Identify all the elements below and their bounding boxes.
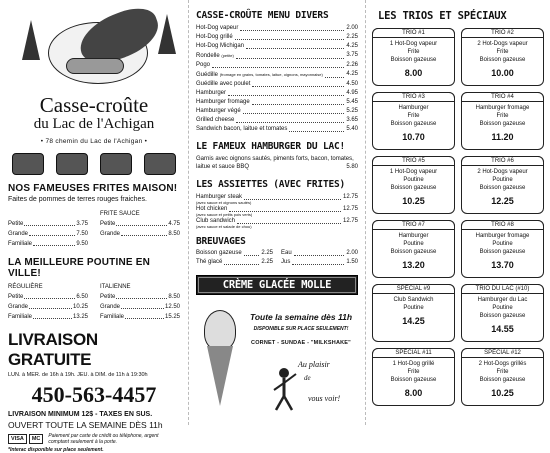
item-note: (avec sauce et petits pois verts) [196, 212, 253, 217]
item-price: 4.50 [346, 81, 358, 87]
trio-line: Frite [496, 49, 509, 55]
menu-item-row [196, 70, 358, 80]
trio-line: 1 Hot-Dog vapeur [389, 41, 438, 47]
trio-line: Boisson gazeuse [479, 313, 526, 319]
divers-title: CASSE-CROÛTE MENU DIVERS [196, 10, 329, 21]
item-price: 5.25 [346, 108, 358, 114]
au-plaisir-graphic [268, 360, 358, 418]
trio-line: Hamburger fromage [475, 105, 530, 111]
item-name: Hamburger [196, 90, 227, 96]
creme-info [244, 312, 358, 346]
item-price: 2.26 [346, 62, 358, 68]
trio-price: 13.20 [402, 260, 425, 270]
frites-plain-list [8, 209, 88, 249]
poutine-italian-header: ITALIENNE [100, 284, 131, 290]
trio-line: Hamburger [398, 233, 429, 239]
frites-sauce-list [100, 209, 180, 249]
trio-box [372, 92, 455, 150]
mastercard-icon: MC [29, 434, 44, 444]
menu-item-row [196, 80, 358, 89]
trio-box [461, 92, 544, 150]
trio-line: Poutine [403, 177, 424, 183]
trio-label: TRIO #5 [372, 156, 455, 166]
restaurant-subname: du Lac de l'Achigan [33, 116, 155, 132]
trio-price: 14.55 [491, 324, 514, 334]
price-row: Petite 8.50 [100, 294, 180, 300]
trio-label: TRIO #2 [461, 28, 544, 38]
price-row: Familiale 15.25 [100, 314, 180, 320]
visa-card-icon: VISA [8, 434, 27, 444]
trio-label: TRIO DU LAC (#10) [461, 284, 544, 294]
phone-number[interactable]: 450-563-4457 [31, 382, 157, 407]
assiettes-list [196, 193, 358, 229]
payment-info [8, 433, 180, 445]
trio-price: 10.00 [491, 68, 514, 78]
breuvages-list [196, 249, 358, 267]
frites-prices [8, 209, 180, 249]
creme-glacee-banner: CRÈME GLACÉE MOLLE [196, 275, 358, 295]
divers-list [196, 24, 358, 134]
menu-item-row [196, 61, 358, 70]
item-price: 5.45 [346, 99, 358, 105]
poutine-prices [8, 282, 180, 322]
trios-grid [372, 28, 546, 406]
poutine-italian-list [100, 282, 180, 322]
price-row: Petite 3.75 [8, 221, 88, 227]
assiettes-title: LES ASSIETTES (AVEC FRITES) [196, 179, 346, 190]
trio-line: Boisson gazeuse [479, 121, 526, 127]
item-note: (avec sauce et salade de chou) [196, 224, 252, 229]
fold-line-right [365, 0, 366, 425]
trio-price: 14.25 [402, 316, 425, 326]
trio-label: SPÉCIAL #11 [372, 348, 455, 358]
item-name: Hot-Dog Michigan [196, 43, 245, 49]
item-price: 4.95 [346, 90, 358, 96]
trio-line: Boisson gazeuse [390, 57, 437, 63]
item-name: Club sandwich [196, 218, 236, 224]
pine-tree-icon [22, 20, 40, 60]
fameux-desc: Garnis avec oignons sautés, piments forts, bacon, tomates, laitue et sauce BBQ 5.80 [196, 156, 358, 170]
hotdog-photo [144, 153, 176, 175]
list-item: Jus 1.50 [281, 259, 358, 265]
restaurant-name: Casse-croûte [39, 93, 149, 117]
menu-item-row [196, 116, 358, 125]
creme-line2: DISPONIBLE SUR PLACE SEULEMENT! [253, 326, 349, 332]
menu-item-row [196, 51, 358, 61]
waving-figure-icon [270, 366, 300, 412]
item-price: 4.25 [346, 43, 358, 49]
item-name: Hot chicken [196, 206, 228, 212]
trio-line: Frite [407, 113, 420, 119]
frites-subtitle: Faites de pommes de terres rouges fraiches. [8, 196, 147, 203]
item-note: (petite) [221, 53, 234, 58]
item-price: 4.25 [346, 71, 358, 77]
fold-line-left [188, 0, 189, 425]
poutine-regular-header: RÉGULIÈRE [8, 284, 43, 290]
trio-line: Frite [407, 49, 420, 55]
price-row: Petite 4.75 [100, 221, 180, 227]
fameux-price: 5.80 [346, 164, 358, 170]
trio-label: TRIO #7 [372, 220, 455, 230]
list-item: Boisson gazeuse 2.25 [196, 250, 273, 256]
item-name: Hamburger fromage [196, 99, 250, 105]
trio-price: 10.70 [402, 132, 425, 142]
trio-box [461, 28, 544, 86]
fameux-title: LE FAMEUX HAMBURGER DU LAC! [196, 141, 346, 152]
menu-item-row [196, 89, 358, 98]
plaisir-line1: Au plaisir [298, 360, 330, 369]
trio-line: Club Sandwich [393, 297, 434, 303]
delivery-minimum: LIVRAISON MINIMUM 12$ - TAXES EN SUS. [8, 411, 153, 418]
trio-line: 2 Hot-Dogs vapeur [477, 41, 528, 47]
plaisir-line2: de [304, 374, 311, 382]
price-row: Petite 6.50 [8, 294, 88, 300]
trios-title: LES TRIOS ET SPÉCIAUX [378, 10, 507, 22]
trio-box [372, 28, 455, 86]
item-name: Hamburger steak [196, 194, 243, 200]
item-price: 2.25 [346, 34, 358, 40]
trio-line: Poutine [492, 305, 513, 311]
price-row: Grande 7.50 [8, 231, 88, 237]
price-row: Familiale 13.25 [8, 314, 88, 320]
trio-line: Frite [496, 369, 509, 375]
item-name: Guédille (fromage en grains, tomates, laitue, oignons, mayonnaise) [196, 72, 323, 78]
trio-box [372, 348, 455, 406]
trio-line: 1 Hot-Dog vapeur [389, 169, 438, 175]
trio-line: 2 Hot-Dogs vapeur [477, 169, 528, 175]
trio-price: 13.70 [491, 260, 514, 270]
price-row: Grande 10.25 [8, 304, 88, 310]
trio-line: Boisson gazeuse [479, 57, 526, 63]
trio-line: Hamburger du Lac [477, 297, 528, 303]
trio-line: Boisson gazeuse [479, 185, 526, 191]
trio-price: 8.00 [404, 388, 423, 398]
item-name: Hot-Dog grillé [196, 34, 233, 40]
hotdog-icon [66, 58, 124, 74]
trio-line: Poutine [492, 241, 513, 247]
plaisir-line3: vous voir! [308, 394, 341, 403]
list-item: Eau 2.00 [281, 250, 358, 256]
item-name: Pogo [196, 62, 211, 68]
trio-price: 10.25 [402, 196, 425, 206]
food-photos [12, 153, 176, 175]
poutine-title: LA MEILLEURE POUTINE EN VILLE! [8, 257, 151, 279]
trio-line: 2 Hot-Dogs grillés [478, 361, 527, 367]
trio-line: Poutine [403, 305, 424, 311]
item-price: 12.75 [342, 218, 358, 224]
item-name: Sandwich bacon, laitue et tomates [196, 126, 288, 132]
trio-line: Boisson gazeuse [390, 377, 437, 383]
menu-item-row [196, 33, 358, 42]
trio-box [461, 156, 544, 214]
item-price: 3.75 [346, 52, 358, 58]
trio-line: Frite [496, 113, 509, 119]
item-name: Hot-Dog vapeur [196, 25, 239, 31]
trio-line: Hamburger [398, 105, 429, 111]
trio-price: 8.00 [404, 68, 423, 78]
trio-label: TRIO #8 [461, 220, 544, 230]
item-price: 12.75 [342, 206, 358, 212]
trio-box [461, 284, 544, 342]
trio-label: TRIO #6 [461, 156, 544, 166]
item-name: Rondelle (petite) [196, 53, 234, 59]
frite-sauce-header: FRITE SAUCE [100, 211, 140, 217]
menu-item-row [196, 107, 358, 116]
menu-item-row [196, 125, 358, 134]
creme-line1: Toute la semaine dès 11h [249, 312, 353, 322]
trio-box [372, 156, 455, 214]
item-price: 3.65 [346, 117, 358, 123]
onion-rings-photo [12, 153, 44, 175]
trio-box [372, 284, 455, 342]
item-price: 12.75 [342, 194, 358, 200]
trio-price: 11.20 [491, 132, 514, 142]
price-row: Grande 12.50 [100, 304, 180, 310]
trio-line: Frite [407, 369, 420, 375]
item-price: 5.40 [346, 126, 358, 132]
price-row: Familiale 9.50 [8, 241, 88, 247]
trio-line: Boisson gazeuse [390, 121, 437, 127]
list-item: Thé glacé 2.25 [196, 259, 273, 265]
ice-cream-cone-icon [200, 310, 240, 410]
menu-item-row [196, 98, 358, 107]
logo-illustration [8, 4, 180, 90]
item-name: Hamburger végé [196, 108, 241, 114]
left-panel [0, 0, 186, 453]
trio-box [461, 348, 544, 406]
trio-line: Boisson gazeuse [390, 185, 437, 191]
item-name: Guédille avec poulet [196, 81, 251, 87]
creme-line3: CORNET - SUNDAE - "MILKSHAKE" [251, 340, 351, 346]
opening-hours: OUVERT TOUTE LA SEMAINE DÈS 11h [8, 420, 163, 430]
delivery-hours: LUN. à MER. de 16h à 19h. JEU. à DIM. de 11h à 19:30h [8, 372, 148, 378]
address: • 78 chemin du Lac de l'Achigan • [40, 138, 148, 145]
trio-price: 12.25 [491, 196, 514, 206]
trio-line: Poutine [492, 177, 513, 183]
trio-label: SPÉCIAL #12 [461, 348, 544, 358]
item-name: Grilled cheese [196, 117, 235, 123]
trio-line: Boisson gazeuse [479, 377, 526, 383]
interac-footnote: *Interac disponible sur place seulement. [8, 447, 104, 453]
poutine-regular-list [8, 282, 88, 322]
trio-line: Hamburger fromage [475, 233, 530, 239]
trio-line: Boisson gazeuse [390, 249, 437, 255]
trio-box [372, 220, 455, 278]
breuvages-title: BREUVAGES [196, 236, 246, 247]
payment-note: Paiement par carte de crédit ou téléphone, argent comptant seulement à la porte. [48, 433, 159, 445]
item-price: 2.00 [346, 25, 358, 31]
trio-price: 10.25 [491, 388, 514, 398]
frites-title: NOS FAMEUSES FRITES MAISON! [8, 183, 178, 194]
trio-label: SPÉCIAL #9 [372, 284, 455, 294]
trio-line: Boisson gazeuse [479, 249, 526, 255]
livraison-title: LIVRAISON GRATUITE [8, 330, 98, 369]
burger-photo [100, 153, 132, 175]
trio-label: TRIO #4 [461, 92, 544, 102]
trio-label: TRIO #3 [372, 92, 455, 102]
item-note: (fromage en grains, tomates, laitue, oignons, mayonnaise) [219, 72, 323, 77]
pine-tree-icon [158, 14, 176, 54]
poutine-photo [56, 153, 88, 175]
item-note: (avec sauce et oignons sautés) [196, 200, 252, 205]
right-panel [368, 0, 550, 425]
trio-box [461, 220, 544, 278]
trio-line: Poutine [403, 241, 424, 247]
menu-item-row [196, 24, 358, 33]
menu-item-row [196, 42, 358, 51]
trio-line: 1 Hot-Dog grillé [392, 361, 435, 367]
price-row: Grande 8.50 [100, 231, 180, 237]
trio-label: TRIO #1 [372, 28, 455, 38]
